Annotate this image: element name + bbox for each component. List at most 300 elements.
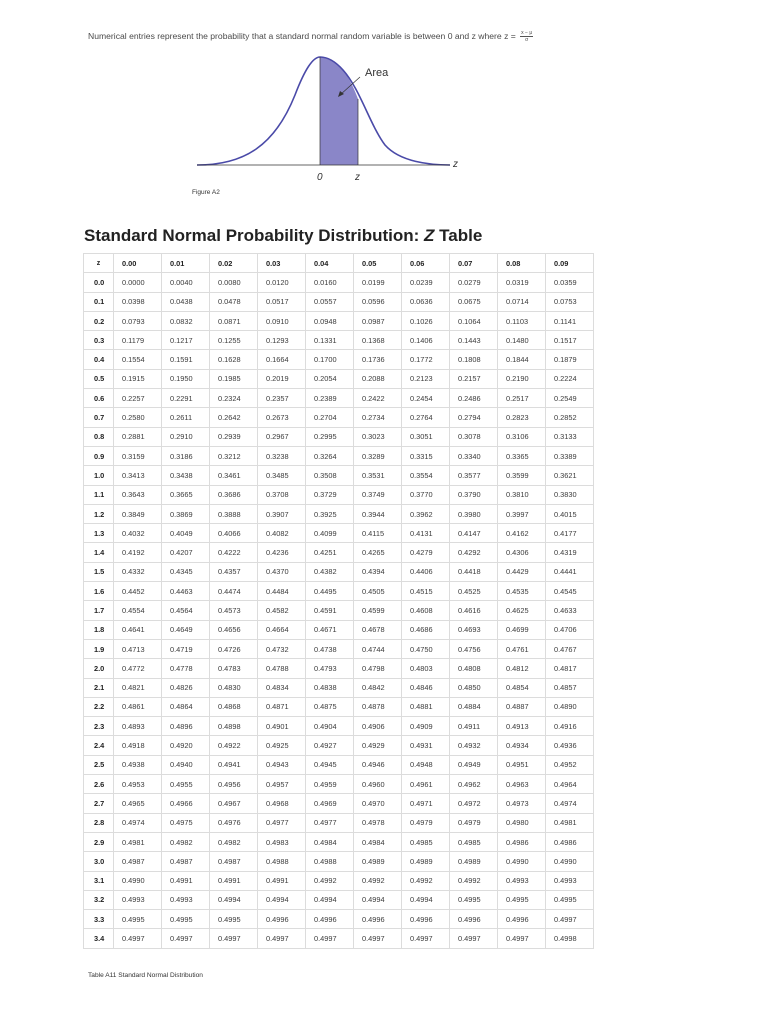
table-cell: 0.4916	[546, 717, 594, 736]
row-z-value: 3.0	[84, 852, 114, 871]
table-cell: 0.4162	[498, 524, 546, 543]
table-cell: 0.4846	[402, 678, 450, 697]
table-cell: 0.4887	[498, 697, 546, 716]
table-cell: 0.4616	[450, 601, 498, 620]
table-row	[84, 562, 594, 581]
table-cell: 0.2852	[546, 408, 594, 427]
table-cell: 0.4357	[210, 562, 258, 581]
table-cell: 0.4979	[402, 813, 450, 832]
table-cell: 0.4896	[162, 717, 210, 736]
table-cell: 0.1255	[210, 331, 258, 350]
table-cell: 0.4857	[546, 678, 594, 697]
table-cell: 0.2910	[162, 427, 210, 446]
table-cell: 0.0753	[546, 292, 594, 311]
table-cell: 0.1368	[354, 331, 402, 350]
table-cell: 0.4994	[210, 890, 258, 909]
table-cell: 0.4989	[450, 852, 498, 871]
table-cell: 0.3621	[546, 466, 594, 485]
table-cell: 0.1141	[546, 311, 594, 330]
header-col: 0.04	[306, 254, 354, 273]
table-cell: 0.4599	[354, 601, 402, 620]
table-row	[84, 659, 594, 678]
table-cell: 0.0793	[114, 311, 162, 330]
table-row	[84, 350, 594, 369]
table-row	[84, 389, 594, 408]
table-cell: 0.4686	[402, 620, 450, 639]
table-cell: 0.2019	[258, 369, 306, 388]
table-cell: 0.1950	[162, 369, 210, 388]
table-cell: 0.4394	[354, 562, 402, 581]
table-cell: 0.2422	[354, 389, 402, 408]
table-cell: 0.3643	[114, 485, 162, 504]
table-cell: 0.4535	[498, 582, 546, 601]
table-cell: 0.4990	[114, 871, 162, 890]
table-row	[84, 852, 594, 871]
table-body	[84, 273, 594, 948]
row-z-value: 1.9	[84, 639, 114, 658]
table-cell: 0.4929	[354, 736, 402, 755]
table-cell: 0.4406	[402, 562, 450, 581]
table-row	[84, 331, 594, 350]
table-row	[84, 504, 594, 523]
table-cell: 0.4997	[498, 929, 546, 948]
table-cell: 0.4292	[450, 543, 498, 562]
table-cell: 0.4996	[402, 910, 450, 929]
table-cell: 0.4991	[258, 871, 306, 890]
table-cell: 0.4817	[546, 659, 594, 678]
row-z-value: 0.8	[84, 427, 114, 446]
table-cell: 0.4969	[306, 794, 354, 813]
row-z-value: 2.4	[84, 736, 114, 755]
table-cell: 0.4951	[498, 755, 546, 774]
shaded-area	[320, 57, 358, 165]
table-cell: 0.2995	[306, 427, 354, 446]
header-col: 0.07	[450, 254, 498, 273]
table-cell: 0.1517	[546, 331, 594, 350]
table-cell: 0.4236	[258, 543, 306, 562]
table-cell: 0.4525	[450, 582, 498, 601]
table-cell: 0.2517	[498, 389, 546, 408]
intro-sentence: Numerical entries represent the probability that a standard normal random variable is between 0 and z where z =	[88, 30, 516, 41]
table-cell: 0.4633	[546, 601, 594, 620]
table-cell: 0.4854	[498, 678, 546, 697]
z-label: z	[355, 172, 360, 183]
table-cell: 0.3810	[498, 485, 546, 504]
row-z-value: 2.3	[84, 717, 114, 736]
table-row	[84, 832, 594, 851]
table-cell: 0.1331	[306, 331, 354, 350]
table-cell: 0.2123	[402, 369, 450, 388]
table-cell: 0.4977	[258, 813, 306, 832]
table-cell: 0.4015	[546, 504, 594, 523]
table-cell: 0.4973	[498, 794, 546, 813]
table-cell: 0.4994	[258, 890, 306, 909]
header-col: 0.08	[498, 254, 546, 273]
table-cell: 0.4918	[114, 736, 162, 755]
row-z-value: 3.2	[84, 890, 114, 909]
table-cell: 0.4948	[402, 755, 450, 774]
table-cell: 0.4772	[114, 659, 162, 678]
table-cell: 0.3365	[498, 446, 546, 465]
row-z-value: 2.6	[84, 775, 114, 794]
table-cell: 0.2642	[210, 408, 258, 427]
table-cell: 0.1554	[114, 350, 162, 369]
table-cell: 0.4884	[450, 697, 498, 716]
table-cell: 0.4985	[450, 832, 498, 851]
table-cell: 0.3159	[114, 446, 162, 465]
table-cell: 0.3389	[546, 446, 594, 465]
table-row	[84, 543, 594, 562]
table-cell: 0.2224	[546, 369, 594, 388]
table-row	[84, 273, 594, 292]
table-cell: 0.3186	[162, 446, 210, 465]
table-cell: 0.2157	[450, 369, 498, 388]
table-cell: 0.2291	[162, 389, 210, 408]
table-cell: 0.4995	[498, 890, 546, 909]
table-cell: 0.4997	[450, 929, 498, 948]
table-row	[84, 292, 594, 311]
table-row	[84, 717, 594, 736]
table-cell: 0.0675	[450, 292, 498, 311]
header-col: 0.00	[114, 254, 162, 273]
table-cell: 0.4582	[258, 601, 306, 620]
table-cell: 0.1064	[450, 311, 498, 330]
table-cell: 0.4974	[114, 813, 162, 832]
table-cell: 0.4842	[354, 678, 402, 697]
table-cell: 0.2190	[498, 369, 546, 388]
table-cell: 0.4625	[498, 601, 546, 620]
table-cell: 0.3023	[354, 427, 402, 446]
row-z-value: 1.0	[84, 466, 114, 485]
table-cell: 0.3599	[498, 466, 546, 485]
table-cell: 0.4564	[162, 601, 210, 620]
table-cell: 0.3340	[450, 446, 498, 465]
table-cell: 0.0832	[162, 311, 210, 330]
table-cell: 0.4099	[306, 524, 354, 543]
row-z-value: 1.4	[84, 543, 114, 562]
table-cell: 0.4750	[402, 639, 450, 658]
table-cell: 0.3133	[546, 427, 594, 446]
table-cell: 0.4996	[306, 910, 354, 929]
table-cell: 0.4985	[402, 832, 450, 851]
table-cell: 0.4515	[402, 582, 450, 601]
table-cell: 0.4115	[354, 524, 402, 543]
table-cell: 0.3888	[210, 504, 258, 523]
table-cell: 0.4641	[114, 620, 162, 639]
figure-caption: Figure A2	[192, 189, 220, 196]
table-cell: 0.4878	[354, 697, 402, 716]
table-cell: 0.4997	[114, 929, 162, 948]
table-cell: 0.3962	[402, 504, 450, 523]
table-cell: 0.4972	[450, 794, 498, 813]
table-cell: 0.4131	[402, 524, 450, 543]
table-cell: 0.4940	[162, 755, 210, 774]
table-cell: 0.4761	[498, 639, 546, 658]
table-cell: 0.1844	[498, 350, 546, 369]
table-cell: 0.4992	[354, 871, 402, 890]
table-cell: 0.4995	[210, 910, 258, 929]
row-z-value: 2.7	[84, 794, 114, 813]
table-cell: 0.2794	[450, 408, 498, 427]
table-cell: 0.4177	[546, 524, 594, 543]
table-cell: 0.4932	[450, 736, 498, 755]
table-cell: 0.4949	[450, 755, 498, 774]
table-row	[84, 678, 594, 697]
table-cell: 0.3708	[258, 485, 306, 504]
table-cell: 0.4744	[354, 639, 402, 658]
table-cell: 0.4778	[162, 659, 210, 678]
table-cell: 0.4987	[162, 852, 210, 871]
table-cell: 0.4049	[162, 524, 210, 543]
table-cell: 0.0199	[354, 273, 402, 292]
table-cell: 0.4934	[498, 736, 546, 755]
table-cell: 0.1772	[402, 350, 450, 369]
row-z-value: 3.3	[84, 910, 114, 929]
table-cell: 0.4904	[306, 717, 354, 736]
table-cell: 0.2088	[354, 369, 402, 388]
table-cell: 0.4834	[258, 678, 306, 697]
table-cell: 0.4732	[258, 639, 306, 658]
table-cell: 0.1736	[354, 350, 402, 369]
table-cell: 0.4993	[546, 871, 594, 890]
table-cell: 0.4812	[498, 659, 546, 678]
table-cell: 0.3980	[450, 504, 498, 523]
table-cell: 0.4994	[354, 890, 402, 909]
table-cell: 0.1103	[498, 311, 546, 330]
row-z-value: 0.7	[84, 408, 114, 427]
table-cell: 0.4997	[162, 929, 210, 948]
table-cell: 0.4997	[546, 910, 594, 929]
formula-denominator: σ	[525, 37, 529, 43]
table-cell: 0.3508	[306, 466, 354, 485]
table-row	[84, 639, 594, 658]
table-cell: 0.4898	[210, 717, 258, 736]
header-col: 0.02	[210, 254, 258, 273]
row-z-value: 0.5	[84, 369, 114, 388]
table-cell: 0.4986	[498, 832, 546, 851]
table-cell: 0.4993	[114, 890, 162, 909]
table-cell: 0.4808	[450, 659, 498, 678]
table-cell: 0.4961	[402, 775, 450, 794]
area-label: Area	[365, 67, 389, 79]
page-title	[84, 226, 482, 246]
table-cell: 0.4881	[402, 697, 450, 716]
table-cell: 0.3315	[402, 446, 450, 465]
table-cell: 0.4788	[258, 659, 306, 678]
table-cell: 0.4976	[210, 813, 258, 832]
table-cell: 0.4945	[306, 755, 354, 774]
row-z-value: 1.7	[84, 601, 114, 620]
table-cell: 0.4984	[306, 832, 354, 851]
row-z-value: 1.5	[84, 562, 114, 581]
title-prefix: Standard Normal Probability Distribution:	[84, 226, 425, 245]
z-table	[83, 253, 594, 949]
table-cell: 0.3770	[402, 485, 450, 504]
table-cell: 0.1985	[210, 369, 258, 388]
table-cell: 0.3212	[210, 446, 258, 465]
table-cell: 0.4656	[210, 620, 258, 639]
table-cell: 0.4966	[162, 794, 210, 813]
table-cell: 0.1217	[162, 331, 210, 350]
table-row	[84, 871, 594, 890]
table-cell: 0.4998	[546, 929, 594, 948]
table-cell: 0.4495	[306, 582, 354, 601]
table-cell: 0.4981	[114, 832, 162, 851]
table-cell: 0.3944	[354, 504, 402, 523]
table-cell: 0.4713	[114, 639, 162, 658]
table-cell: 0.4996	[258, 910, 306, 929]
table-cell: 0.1591	[162, 350, 210, 369]
table-cell: 0.4957	[258, 775, 306, 794]
table-cell: 0.4967	[210, 794, 258, 813]
table-cell: 0.0000	[114, 273, 162, 292]
table-cell: 0.0987	[354, 311, 402, 330]
table-cell: 0.4995	[450, 890, 498, 909]
table-cell: 0.0239	[402, 273, 450, 292]
table-cell: 0.4992	[306, 871, 354, 890]
table-row	[84, 697, 594, 716]
table-cell: 0.4608	[402, 601, 450, 620]
table-cell: 0.4319	[546, 543, 594, 562]
table-cell: 0.4995	[114, 910, 162, 929]
table-cell: 0.1628	[210, 350, 258, 369]
table-cell: 0.4207	[162, 543, 210, 562]
table-cell: 0.2967	[258, 427, 306, 446]
table-cell: 0.4803	[402, 659, 450, 678]
table-cell: 0.4936	[546, 736, 594, 755]
table-cell: 0.4988	[306, 852, 354, 871]
table-cell: 0.3438	[162, 466, 210, 485]
table-cell: 0.2734	[354, 408, 402, 427]
table-cell: 0.4971	[402, 794, 450, 813]
table-row	[84, 446, 594, 465]
table-cell: 0.4960	[354, 775, 402, 794]
row-z-value: 0.1	[84, 292, 114, 311]
table-cell: 0.4693	[450, 620, 498, 639]
table-cell: 0.3925	[306, 504, 354, 523]
header-col: 0.05	[354, 254, 402, 273]
row-z-value: 2.8	[84, 813, 114, 832]
row-z-value: 2.0	[84, 659, 114, 678]
table-cell: 0.3790	[450, 485, 498, 504]
table-cell: 0.2764	[402, 408, 450, 427]
table-cell: 0.1879	[546, 350, 594, 369]
table-cell: 0.3238	[258, 446, 306, 465]
table-cell: 0.4554	[114, 601, 162, 620]
table-cell: 0.4975	[162, 813, 210, 832]
table-cell: 0.4991	[162, 871, 210, 890]
table-cell: 0.4970	[354, 794, 402, 813]
table-cell: 0.3078	[450, 427, 498, 446]
table-cell: 0.0517	[258, 292, 306, 311]
table-cell: 0.2673	[258, 408, 306, 427]
table-cell: 0.4082	[258, 524, 306, 543]
table-caption: Table A11 Standard Normal Distribution	[88, 972, 203, 979]
table-cell: 0.2881	[114, 427, 162, 446]
table-cell: 0.4332	[114, 562, 162, 581]
table-cell: 0.3907	[258, 504, 306, 523]
table-row	[84, 736, 594, 755]
table-cell: 0.4992	[402, 871, 450, 890]
table-cell: 0.4798	[354, 659, 402, 678]
table-cell: 0.3729	[306, 485, 354, 504]
table-cell: 0.2823	[498, 408, 546, 427]
table-cell: 0.4830	[210, 678, 258, 697]
table-cell: 0.4474	[210, 582, 258, 601]
table-cell: 0.4793	[306, 659, 354, 678]
table-row	[84, 485, 594, 504]
table-cell: 0.4265	[354, 543, 402, 562]
table-cell: 0.2054	[306, 369, 354, 388]
table-cell: 0.4783	[210, 659, 258, 678]
table-cell: 0.4997	[210, 929, 258, 948]
table-cell: 0.4066	[210, 524, 258, 543]
zero-label: 0	[317, 172, 323, 183]
table-cell: 0.4977	[306, 813, 354, 832]
row-z-value: 1.3	[84, 524, 114, 543]
table-cell: 0.4997	[306, 929, 354, 948]
table-cell: 0.2486	[450, 389, 498, 408]
table-cell: 0.4767	[546, 639, 594, 658]
table-cell: 0.4943	[258, 755, 306, 774]
table-cell: 0.3749	[354, 485, 402, 504]
table-row	[84, 910, 594, 929]
row-z-value: 1.1	[84, 485, 114, 504]
table-cell: 0.4147	[450, 524, 498, 543]
table-cell: 0.0478	[210, 292, 258, 311]
header-col: 0.09	[546, 254, 594, 273]
table-cell: 0.0120	[258, 273, 306, 292]
table-cell: 0.4370	[258, 562, 306, 581]
table-cell: 0.4979	[450, 813, 498, 832]
table-cell: 0.4988	[258, 852, 306, 871]
row-z-value: 3.4	[84, 929, 114, 948]
table-cell: 0.4838	[306, 678, 354, 697]
table-row	[84, 890, 594, 909]
table-cell: 0.3531	[354, 466, 402, 485]
table-cell: 0.4463	[162, 582, 210, 601]
table-cell: 0.1443	[450, 331, 498, 350]
table-cell: 0.0636	[402, 292, 450, 311]
table-cell: 0.0714	[498, 292, 546, 311]
table-cell: 0.3485	[258, 466, 306, 485]
table-cell: 0.4996	[450, 910, 498, 929]
table-cell: 0.4959	[306, 775, 354, 794]
formula-numerator: x − μ	[521, 30, 533, 36]
table-cell: 0.4664	[258, 620, 306, 639]
table-row	[84, 466, 594, 485]
table-cell: 0.4429	[498, 562, 546, 581]
table-cell: 0.4965	[114, 794, 162, 813]
table-cell: 0.4545	[546, 582, 594, 601]
table-cell: 0.0080	[210, 273, 258, 292]
table-cell: 0.4441	[546, 562, 594, 581]
table-cell: 0.4678	[354, 620, 402, 639]
table-cell: 0.4871	[258, 697, 306, 716]
table-cell: 0.4955	[162, 775, 210, 794]
row-z-value: 1.8	[84, 620, 114, 639]
table-row	[84, 427, 594, 446]
table-cell: 0.1808	[450, 350, 498, 369]
row-z-value: 0.6	[84, 389, 114, 408]
table-cell: 0.3997	[498, 504, 546, 523]
table-cell: 0.4986	[546, 832, 594, 851]
table-cell: 0.4987	[210, 852, 258, 871]
table-cell: 0.4875	[306, 697, 354, 716]
table-cell: 0.4981	[546, 813, 594, 832]
table-cell: 0.4911	[450, 717, 498, 736]
table-cell: 0.4927	[306, 736, 354, 755]
